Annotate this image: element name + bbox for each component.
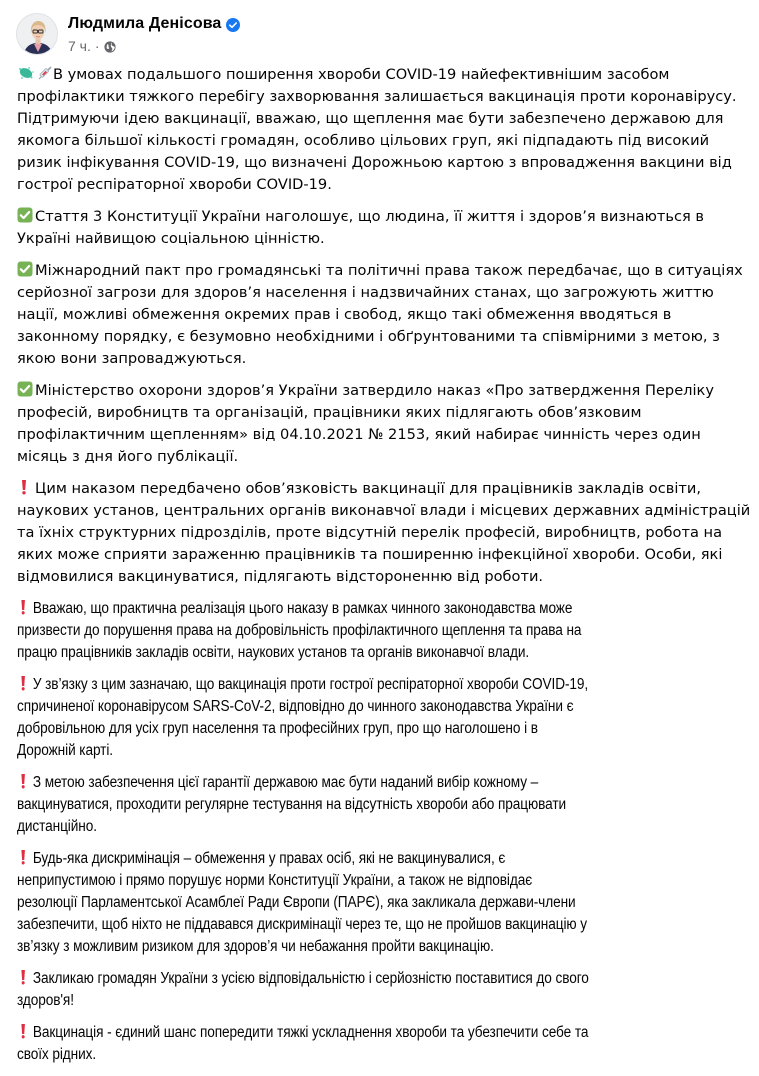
text-line: якомога більшої кількості громадян, особливо цільових груп, які підпадають під високий bbox=[17, 132, 710, 149]
text-line: Дорожній карті. bbox=[17, 742, 113, 759]
text-line: працю працівників закладів освіти, наукових установ та органів виконавчої влади. bbox=[17, 644, 530, 661]
text-line: вакцинуватися, проходити регулярне тестування на відсутність хвороби або працювати bbox=[17, 796, 567, 813]
text-line: серйозної загрози для здоров’я населення і надзвичайних станах, що загрожують життю bbox=[17, 284, 714, 301]
exclamation-mark-icon bbox=[19, 675, 28, 691]
text-line: З метою забезпечення цієї гарантії державою має бути наданий вибір кожному – bbox=[17, 772, 664, 794]
text-line: та їхніх структурних підрозділів, проте відсутній перелік професій, виробництв, робота на bbox=[17, 524, 723, 541]
check-mark-icon bbox=[17, 381, 33, 397]
post-header bbox=[16, 12, 240, 56]
text-line: якою вони запроваджуються. bbox=[17, 350, 247, 367]
header-text bbox=[68, 14, 240, 55]
text-line: Україні найвищою соціальною цінністю. bbox=[17, 230, 325, 247]
text-line: відмовилися вакцинуватися, підлягають відстороненню від роботи. bbox=[17, 568, 544, 585]
author-row bbox=[68, 14, 240, 35]
text-line: законному порядку, є безумовно необхідними і обґрунтованими та співмірними з метою, з bbox=[17, 328, 720, 345]
globe-icon[interactable] bbox=[104, 40, 116, 52]
syringe-icon bbox=[37, 65, 53, 81]
text-line: своїх рідних. bbox=[17, 1046, 97, 1063]
exclamation-mark-icon bbox=[19, 969, 28, 985]
text-line: дистанційно. bbox=[17, 818, 97, 835]
text-line: призвести до порушення права на добровільність профілактичного щеплення та права на bbox=[17, 622, 582, 639]
text-line: Будь-яка дискримінація – обмеження у правах осіб, які не вакцинувалися, є bbox=[17, 848, 664, 870]
text-line: Міністерство охорони здоров’я України затвердило наказ «Про затвердження Переліку bbox=[17, 380, 752, 402]
text-line: В умовах подальшого поширення хвороби COVID-19 найефективнішим засобом bbox=[17, 64, 752, 86]
text-line: зв’язку з можливим ризиком для здоров’я чи небажання пройти вакцинацію. bbox=[17, 938, 494, 955]
text-line: Підтримуючи ідею вакцинації, вважаю, що щеплення має бути забезпечено державою для bbox=[17, 110, 724, 127]
text-line: профілактики тяжкого перебігу захворювання залишається вакцинація проти коронавірусу. bbox=[17, 88, 737, 105]
text-line: У зв’язку з цим зазначаю, що вакцинація проти гострої респіраторної хвороби COVID-19, bbox=[17, 674, 664, 696]
check-mark-icon bbox=[17, 261, 33, 277]
text-line: Цим наказом передбачено обов’язковість вакцинації для працівників закладів освіти, bbox=[17, 478, 752, 500]
text-line: здоров'я! bbox=[17, 992, 74, 1009]
post-paragraph bbox=[17, 598, 752, 664]
author-avatar[interactable] bbox=[16, 13, 58, 55]
post-paragraph bbox=[17, 260, 752, 370]
text-line: спричиненої коронавірусом SARS-CoV-2, відповідно до чинного законодавства України є bbox=[17, 698, 574, 715]
text-line: нації, можливі обмеження окремих прав і свобод, якщо такі обмеження вводяться в bbox=[17, 306, 672, 323]
text-line: ризик інфікування COVID-19, що визначені Дорожньою картою з впровадження вакцини від bbox=[17, 154, 732, 171]
post-paragraph bbox=[17, 478, 752, 588]
post-paragraph bbox=[17, 206, 752, 250]
exclamation-mark-icon bbox=[19, 479, 29, 495]
text-line: профілактичним щепленням» від 04.10.2021 № 2153, який набирає чинність через один bbox=[17, 426, 701, 443]
exclamation-mark-icon bbox=[19, 773, 28, 789]
check-mark-icon bbox=[17, 207, 33, 223]
text-line: Вакцинація - єдиний шанс попередити тяжкі ускладнення хвороби та убезпечити себе та bbox=[17, 1022, 664, 1044]
post-paragraph bbox=[17, 968, 752, 1012]
text-line: забезпечити, щоб ніхто не піддавався дискримінації через те, що не пройшов вакцинацію у bbox=[17, 916, 587, 933]
text-line: Закликаю громадян України з усією відповідальністю і серйозністю поставитися до свого bbox=[17, 968, 664, 990]
text-line: Вважаю, що практична реалізація цього наказу в рамках чинного законодавства може bbox=[17, 598, 664, 620]
post-paragraph bbox=[17, 674, 752, 762]
post-paragraph bbox=[17, 772, 752, 838]
text-line: наукових установ, центральних органів виконавчої влади і місцевих державних адміністрацій bbox=[17, 502, 751, 519]
post-paragraph bbox=[17, 64, 752, 196]
text-line: професій, виробництв та організацій, працівники яких підлягають обов’язковим bbox=[17, 404, 642, 421]
author-name-link[interactable]: Людмила Денісова bbox=[68, 15, 222, 32]
post-timestamp-link[interactable]: 7 ч. bbox=[68, 37, 91, 54]
text-line: Міжнародний пакт про громадянські та політичні права також передбачає, що в ситуаціях bbox=[17, 260, 752, 282]
post-meta bbox=[68, 37, 240, 55]
post-paragraph bbox=[17, 1022, 752, 1066]
text-line: добровільною для усіх груп населення та професійних груп, про що наголошено і в bbox=[17, 720, 538, 737]
text-line: Стаття 3 Конституції України наголошує, що людина, її життя і здоров’я визнаються в bbox=[17, 206, 752, 228]
text-line: місяць з дня його публікації. bbox=[17, 448, 239, 465]
exclamation-mark-icon bbox=[19, 849, 28, 865]
post-text bbox=[17, 64, 752, 1076]
text-line: неприпустимою і прямо порушує норми Конституції України, а також не відповідає bbox=[17, 872, 533, 889]
text-line: резолюції Парламентської Асамблеї Ради Європи (ПАРЄ), яка закликала держави-члени bbox=[17, 894, 576, 911]
microbe-icon bbox=[17, 65, 35, 81]
profile-photo-icon bbox=[17, 14, 58, 55]
verified-badge-icon bbox=[226, 17, 240, 31]
text-line: гострої респіраторної хвороби COVID-19. bbox=[17, 176, 332, 193]
post-paragraph bbox=[17, 380, 752, 468]
meta-separator: · bbox=[94, 37, 100, 54]
exclamation-mark-icon bbox=[19, 599, 28, 615]
exclamation-mark-icon bbox=[19, 1023, 28, 1039]
post-paragraph bbox=[17, 848, 752, 958]
text-line: яких може сприяти зараженню працівників та поширенню інфекційної хвороби. Особи, які bbox=[17, 546, 723, 563]
